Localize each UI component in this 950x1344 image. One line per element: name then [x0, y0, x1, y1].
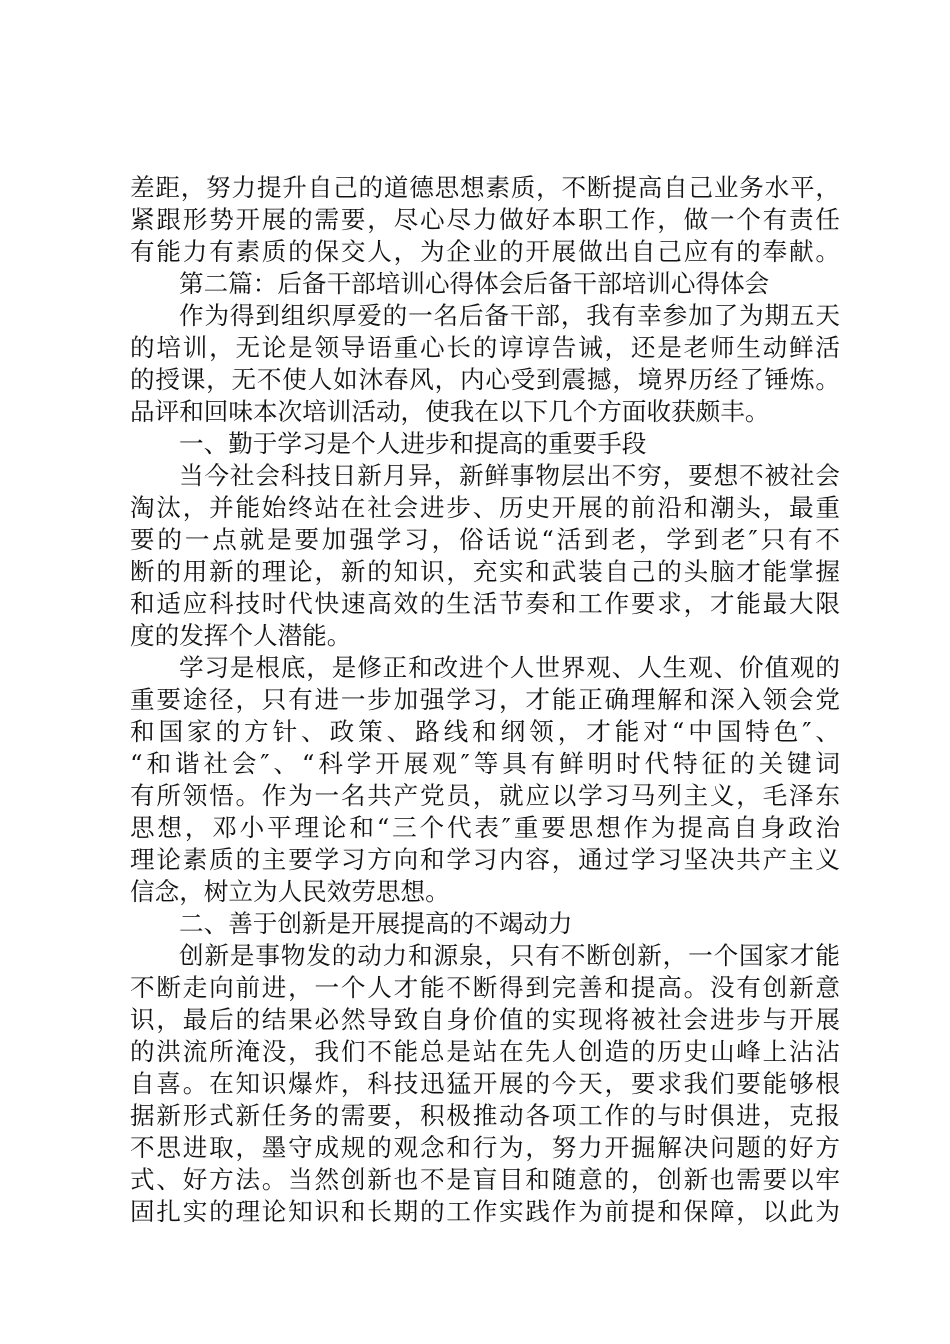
text-line: 识，最后的结果必然导致自身价值的实现将被社会进步与开展: [130, 1005, 840, 1034]
text-line: 的授课，无不使人如沐春风，内心受到震撼，境界历经了锤炼。: [130, 365, 840, 394]
text-line: 第二篇：后备干部培训心得体会后备干部培训心得体会: [179, 269, 770, 298]
text-line: 思想，邓小平理论和“三个代表″重要思想作为提高自身政治: [130, 813, 840, 842]
text-line: 一、勤于学习是个人进步和提高的重要手段: [179, 429, 647, 458]
text-line: 紧跟形势开展的需要，尽心尽力做好本职工作，做一个有责任: [130, 205, 840, 234]
text-line: 式、好方法。当然创新也不是盲目和随意的，创新也需要以牢: [130, 1165, 840, 1194]
text-line: 学习是根底，是修正和改进个人世界观、人生观、价值观的: [179, 653, 840, 682]
text-line: 自喜。在知识爆炸，科技迅猛开展的今天，要求我们要能够根: [130, 1069, 840, 1098]
text-line: “和谐社会″、“科学开展观″等具有鲜明时代特征的关键词: [130, 749, 840, 778]
text-line: 度的发挥个人潜能。: [130, 621, 352, 650]
text-line: 的培训，无论是领导语重心长的谆谆告诫，还是老师生动鲜活: [130, 333, 840, 362]
text-line: 差距，努力提升自己的道德思想素质，不断提高自己业务水平，: [130, 173, 840, 202]
text-line: 不断走向前进，一个人才能不断得到完善和提高。没有创新意: [130, 973, 840, 1002]
text-line: 不思进取，墨守成规的观念和行为，努力开掘解决问题的好方: [130, 1133, 840, 1162]
body-text: [130, 172, 840, 1228]
text-line: 当今社会科技日新月异，新鲜事物层出不穷，要想不被社会: [179, 461, 840, 490]
text-line: 固扎实的理论知识和长期的工作实践作为前提和保障，以此为: [130, 1197, 840, 1226]
text-line: 和国家的方针、政策、路线和纲领，才能对“中国特色″、: [130, 717, 840, 746]
text-line: 的洪流所淹没，我们不能总是站在先人创造的历史山峰上沾沾: [130, 1037, 840, 1066]
text-line: 二、善于创新是开展提高的不竭动力: [179, 909, 573, 938]
text-line: 作为得到组织厚爱的一名后备干部，我有幸参加了为期五天: [179, 301, 840, 330]
text-line: 有能力有素质的保交人，为企业的开展做出自己应有的奉献。: [130, 237, 840, 266]
text-line: 重要途径，只有进一步加强学习，才能正确理解和深入领会党: [130, 685, 840, 714]
text-line: 理论素质的主要学习方向和学习内容，通过学习坚决共产主义: [130, 845, 840, 874]
text-line: 有所领悟。作为一名共产党员，就应以学习马列主义，毛泽东: [130, 781, 840, 810]
text-line: 据新形式新任务的需要，积极推动各项工作的与时俱进，克报: [130, 1101, 840, 1130]
text-line: 和适应科技时代快速高效的生活节奏和工作要求，才能最大限: [130, 589, 840, 618]
text-line: 创新是事物发的动力和源泉，只有不断创新，一个国家才能: [179, 941, 840, 970]
text-line: 品评和回味本次培训活动，使我在以下几个方面收获颇丰。: [130, 397, 770, 426]
text-line: 信念，树立为人民效劳思想。: [130, 877, 450, 906]
text-line: 淘汰，并能始终站在社会进步、历史开展的前沿和潮头，最重: [130, 493, 840, 522]
text-line: 断的用新的理论，新的知识，充实和武装自己的头脑才能掌握: [130, 557, 840, 586]
text-line: 要的一点就是要加强学习，俗话说“活到老，学到老″只有不: [130, 525, 840, 554]
